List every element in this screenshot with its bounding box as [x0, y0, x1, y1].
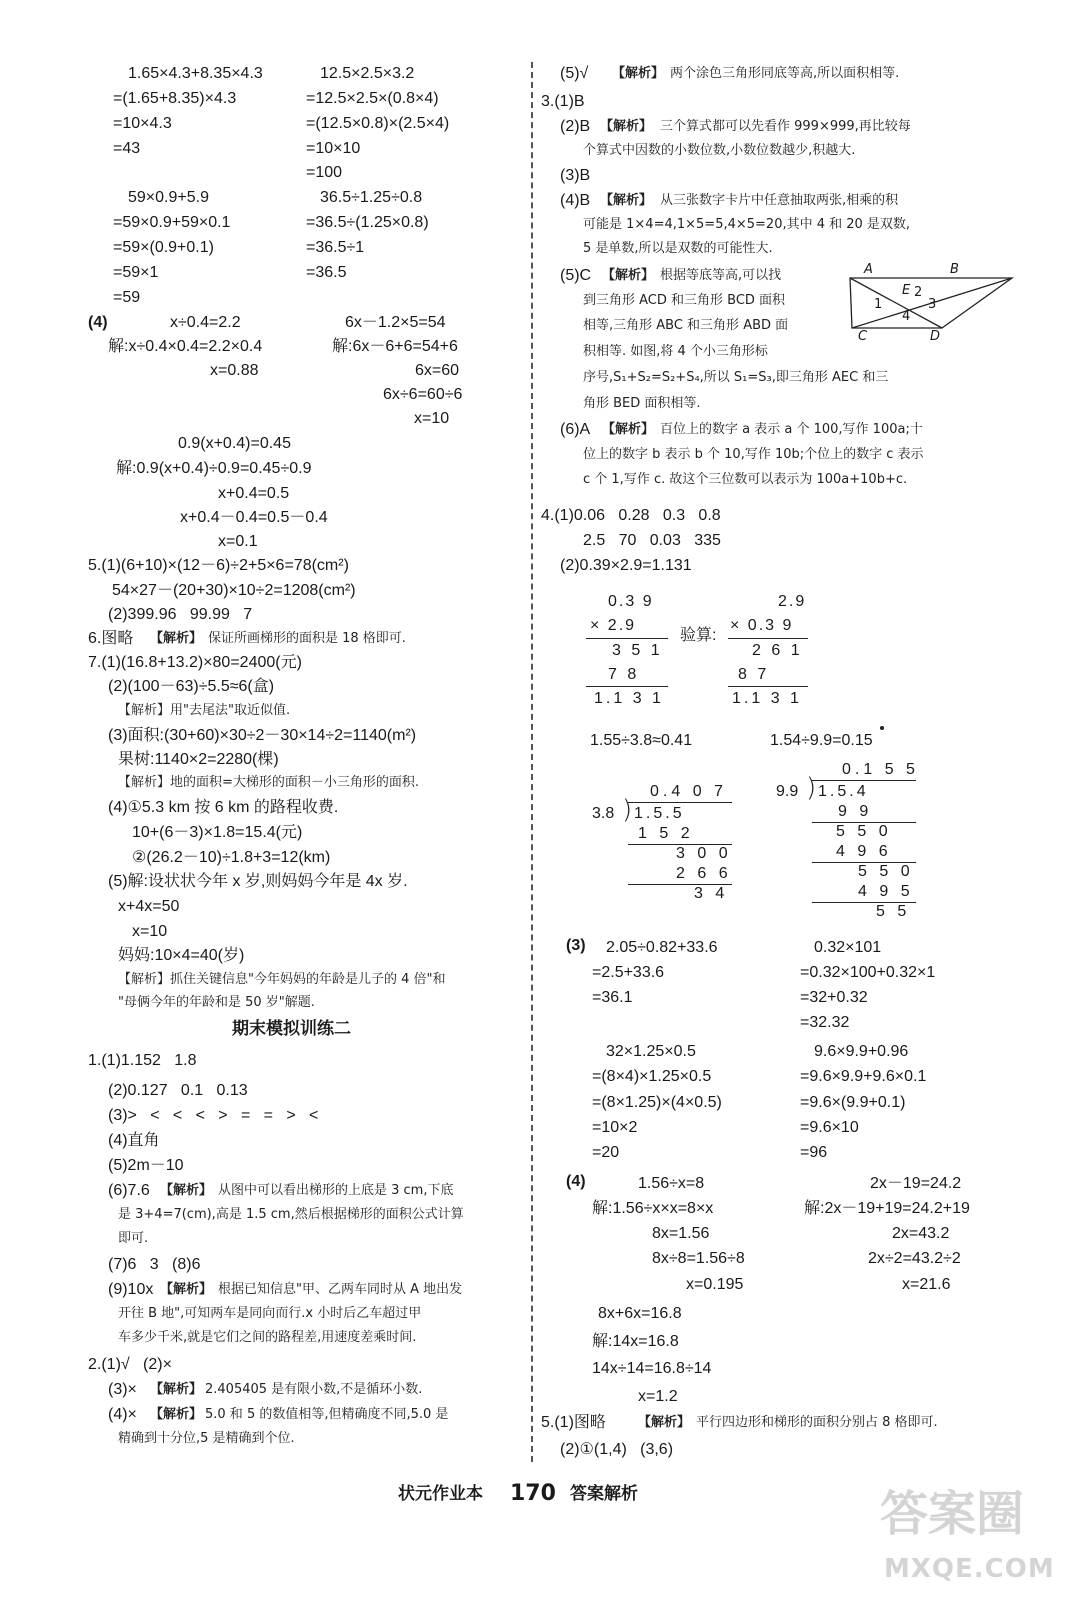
check-label: 验算:	[680, 627, 717, 644]
product: 1.1 3 1	[594, 690, 664, 707]
calc-line: =10×4.3	[113, 115, 172, 132]
step-value: 5 5 0	[858, 863, 914, 880]
answer-line: (6)7.6	[108, 1182, 150, 1199]
calc-line: =12.5×2.5×(0.8×4)	[306, 90, 439, 107]
answer-line: (9)10x	[108, 1281, 154, 1298]
answer-line: ②(26.2－10)÷1.8+3=12(km)	[132, 849, 331, 866]
calc-line: 12.5×2.5×3.2	[320, 65, 415, 82]
calc-line: =36.5	[306, 264, 347, 281]
answer-line: (2)399.96 99.99 7	[108, 606, 253, 623]
question-number: (3)	[566, 937, 586, 954]
analysis-note: 位上的数字 b 表示 b 个 10,写作 10b;个位上的数字 c 表示	[583, 447, 924, 462]
analysis-tag: 【解析】	[600, 119, 653, 134]
footer-section: 答案解析	[570, 1484, 638, 1504]
dividend: 1.5.4	[818, 783, 869, 800]
equation-line: x=0.195	[686, 1276, 744, 1293]
analysis-tag: 【解析】	[150, 1382, 203, 1397]
analysis-note: 两个涂色三角形同底等高,所以面积相等.	[670, 66, 900, 81]
remainder: 3 4	[694, 885, 729, 902]
calc-line: 1.65×4.3+8.35×4.3	[128, 65, 263, 82]
vertex-label-e: E	[902, 283, 911, 298]
equation-line: 2x÷2=43.2÷2	[868, 1250, 961, 1267]
analysis-note: 序号,S₁+S₂=S₂+S₄,所以 S₁=S₃,即三角形 AEC 和三	[583, 370, 889, 385]
calc-line: =(1.65+8.35)×4.3	[113, 90, 237, 107]
multiplicand: 2.9	[778, 593, 807, 610]
dividend: 1.5.5	[634, 805, 685, 822]
division-bar	[628, 802, 732, 803]
analysis-note: 【解析】抓住关键信息"今年妈妈的年龄是儿子的 4 倍"和	[118, 972, 446, 987]
equation-line: 2x－19=24.2	[870, 1175, 962, 1192]
answer-line: (6)A	[560, 421, 591, 438]
analysis-note: 从图中可以看出梯形的上底是 3 cm,下底	[218, 1183, 454, 1198]
equation-line: 解:0.9(x+0.4)÷0.9=0.45÷0.9	[116, 460, 312, 477]
analysis-tag: 【解析】	[150, 1407, 203, 1422]
answer-line: 2.(1)√ (2)×	[88, 1356, 172, 1373]
section-title: 期末模拟训练二	[232, 1019, 351, 1039]
answer-line: (4)①5.3 km 按 6 km 的路程收费.	[108, 799, 339, 816]
repeating-dot	[880, 726, 884, 730]
equation-line: x+0.4=0.5	[218, 485, 290, 502]
step-value: 3 0 0	[676, 845, 732, 862]
step-value: 2 6 6	[676, 865, 732, 882]
equation-line: x=1.2	[638, 1388, 678, 1405]
analysis-note: 百位上的数字 a 表示 a 个 100,写作 100a;十	[660, 422, 923, 437]
analysis-note: 角形 BED 面积相等.	[583, 396, 701, 411]
vertex-label-d: D	[930, 329, 941, 344]
answer-line: 54×27－(20+30)×10÷2=1208(cm²)	[112, 582, 356, 599]
equation-line: 解:x÷0.4×0.4=2.2×0.4	[108, 338, 263, 355]
vertex-label-b: B	[950, 262, 959, 277]
calc-line: =43	[113, 140, 141, 157]
answer-line: x=10	[132, 923, 168, 940]
analysis-note: 可能是 1×4=4,1×5=5,4×5=20,其中 4 和 20 是双数,	[583, 217, 911, 232]
answer-line: 果树:1140×2=2280(棵)	[118, 751, 279, 768]
watermark-text: 答案圈	[880, 1486, 1025, 1542]
analysis-note: 5 是单数,所以是双数的可能性大.	[583, 241, 773, 256]
analysis-tag: 【解析】	[638, 1415, 691, 1430]
answer-line: 10+(6－3)×1.8=15.4(元)	[132, 824, 303, 841]
equation-line: 8x+6x=16.8	[598, 1305, 682, 1322]
question-number: (4)	[88, 314, 108, 331]
equation-line: 6x÷6=60÷6	[383, 386, 463, 403]
analysis-note: c 个 1,写作 c. 故这个三位数可以表示为 100a+10b+c.	[583, 472, 908, 487]
analysis-tag: 【解析】	[150, 631, 203, 646]
region-label: 1	[874, 297, 883, 312]
answer-line: 5.(1)图略	[541, 1414, 606, 1431]
equation-line: 1.56÷x=8	[638, 1175, 705, 1192]
rule-line	[586, 638, 668, 639]
calc-line: =59×(0.9+0.1)	[113, 239, 214, 256]
analysis-note: "母俩今年的年龄和是 50 岁"解题.	[118, 995, 315, 1010]
column-divider	[531, 62, 533, 1462]
calc-line: =32+0.32	[800, 989, 868, 1006]
analysis-tag: 【解析】	[160, 1282, 213, 1297]
analysis-note: 根据等底等高,可以找	[660, 268, 782, 283]
answer-line: (2)B	[560, 118, 591, 135]
answer-line: (3)B	[560, 167, 591, 184]
answer-line: 1.(1)1.152 1.8	[88, 1052, 197, 1069]
trapezoid-figure	[842, 262, 1014, 344]
answer-line: (3)> < < < > = = > <	[108, 1107, 319, 1124]
division-bracket: )	[806, 773, 817, 803]
step-value: 1 5 2	[638, 825, 694, 842]
analysis-note: 个算式中因数的小数位数,小数位数越少,积越大.	[583, 143, 856, 158]
answer-line: (2)①(1,4) (3,6)	[560, 1441, 674, 1458]
answer-line: 1.54÷9.9=0.15	[770, 732, 873, 749]
answer-line: (4)B	[560, 192, 591, 209]
calc-line: =36.1	[592, 989, 633, 1006]
calc-line: =100	[306, 164, 343, 181]
equation-line: 解:2x－19+19=24.2+19	[804, 1200, 970, 1217]
calc-line: 9.6×9.9+0.96	[814, 1043, 909, 1060]
answer-line: (2)(100－63)÷5.5≈6(盒)	[108, 678, 275, 695]
analysis-note: 到三角形 ACD 和三角形 BCD 面积	[583, 293, 786, 308]
analysis-tag: 【解析】	[600, 193, 653, 208]
equation-line: 解:14x=16.8	[592, 1333, 679, 1350]
answer-line: (7)6 3 (8)6	[108, 1256, 201, 1273]
rule-line	[586, 686, 668, 687]
region-label: 4	[902, 309, 911, 324]
calc-line: =(12.5×0.8)×(2.5×4)	[306, 115, 450, 132]
calc-line: =9.6×9.9+9.6×0.1	[800, 1068, 927, 1085]
division-bracket: )	[622, 795, 633, 825]
equation-line: x=0.1	[218, 533, 258, 550]
vertex-label-a: A	[864, 262, 873, 277]
equation-line: x÷0.4=2.2	[170, 314, 241, 331]
equation-line: 8x÷8=1.56÷8	[652, 1250, 745, 1267]
analysis-note: 相等,三角形 ABC 和三角形 ABD 面	[583, 318, 789, 333]
equation-line: 2x=43.2	[892, 1225, 950, 1242]
calc-line: =9.6×10	[800, 1119, 859, 1136]
calc-line: =9.6×(9.9+0.1)	[800, 1094, 906, 1111]
quotient: 0.1 5 5	[842, 761, 919, 778]
watermark-logo	[878, 1486, 1056, 1590]
analysis-note: 【解析】用"去尾法"取近似值.	[118, 703, 291, 718]
equation-line: 解:1.56÷x×x=8×x	[592, 1200, 714, 1217]
equation-line: 0.9(x+0.4)=0.45	[178, 435, 291, 452]
calc-line: =36.5÷1	[306, 239, 365, 256]
divisor: 3.8	[592, 805, 615, 822]
divisor: 9.9	[776, 783, 799, 800]
equation-line: x=0.88	[210, 362, 259, 379]
equation-line: x=21.6	[902, 1276, 951, 1293]
analysis-note: 2.405405 是有限小数,不是循环小数.	[205, 1382, 423, 1397]
step-value: 4 9 5	[858, 883, 914, 900]
calc-line: 36.5÷1.25÷0.8	[320, 189, 423, 206]
calc-line: =0.32×100+0.32×1	[800, 964, 936, 981]
answer-line: 2.5 70 0.03 335	[583, 532, 721, 549]
analysis-note: 积相等. 如图,将 4 个小三角形标	[583, 344, 768, 359]
watermark-url: MXQE.COM	[884, 1554, 1055, 1584]
region-label: 3	[928, 297, 937, 312]
calc-line: 32×1.25×0.5	[606, 1043, 696, 1060]
analysis-note: 保证所画梯形的面积是 18 格即可.	[208, 631, 406, 646]
calc-line: =32.32	[800, 1014, 850, 1031]
calc-line: =96	[800, 1144, 828, 1161]
calc-line: =10×10	[306, 140, 361, 157]
analysis-note: 根据已知信息"甲、乙两车同时从 A 地出发	[218, 1282, 463, 1297]
equation-line: 解:6x－6+6=54+6	[332, 338, 458, 355]
step-value: 5 5 0	[836, 823, 892, 840]
analysis-note: 精确到十分位,5 是精确到个位.	[118, 1431, 295, 1446]
step-value: 4 9 6	[836, 843, 892, 860]
answer-line: (5)2m－10	[108, 1157, 184, 1174]
partial-product: 7 8	[608, 666, 640, 683]
analysis-note: 5.0 和 5 的数值相等,但精确度不同,5.0 是	[205, 1407, 449, 1422]
answer-line: (2)0.39×2.9=1.131	[560, 557, 692, 574]
answer-line: 3.(1)B	[541, 93, 585, 110]
calc-line: =2.5+33.6	[592, 964, 665, 981]
quotient: 0.4 0 7	[650, 783, 727, 800]
partial-product: 3 5 1	[612, 642, 663, 659]
analysis-note: 是 3+4=7(cm),高是 1.5 cm,然后根据梯形的面积公式计算	[118, 1207, 464, 1222]
answer-line: x+4x=50	[118, 898, 180, 915]
answer-line: 6.图略	[88, 630, 134, 647]
rule-line	[728, 686, 808, 687]
calc-line: 0.32×101	[814, 939, 882, 956]
analysis-note: 即可.	[118, 1231, 149, 1246]
analysis-note: 三个算式都可以先看作 999×999,再比较每	[660, 119, 911, 134]
partial-product: 8 7	[738, 666, 770, 683]
analysis-note: 【解析】地的面积=大梯形的面积－小三角形的面积.	[118, 775, 420, 790]
calc-line: 59×0.9+5.9	[128, 189, 209, 206]
multiplicand: 0.3 9	[608, 593, 654, 610]
answer-line: (4)直角	[108, 1132, 160, 1149]
division-bar	[812, 780, 916, 781]
calc-line: =59×0.9+59×0.1	[113, 214, 231, 231]
analysis-tag: 【解析】	[160, 1183, 213, 1198]
calc-line: =10×2	[592, 1119, 638, 1136]
answer-line: 5.(1)(6+10)×(12－6)÷2+5×6=78(cm²)	[88, 557, 349, 574]
remainder: 5 5	[876, 903, 911, 920]
answer-line: (2)0.127 0.1 0.13	[108, 1082, 248, 1099]
answer-line: (5)C	[560, 267, 592, 284]
product: 1.1 3 1	[732, 690, 802, 707]
vertex-label-c: C	[858, 329, 868, 344]
answer-line: (3)面积:(30+60)×30÷2－30×14÷2=1140(m²)	[108, 727, 417, 744]
footer-brand: 状元作业本	[398, 1484, 483, 1504]
calc-line: =59×1	[113, 264, 159, 281]
answer-line: (3)×	[108, 1381, 137, 1398]
equation-line: 6x=60	[415, 362, 460, 379]
multiplier: × 2.9	[590, 617, 637, 634]
equation-line: 6x－1.2×5=54	[345, 314, 446, 331]
answer-line: 1.55÷3.8≈0.41	[590, 732, 693, 749]
analysis-note: 车多少千米,就是它们之间的路程差,用速度差乘时间.	[118, 1330, 417, 1345]
calc-line: =59	[113, 289, 141, 306]
partial-product: 2 6 1	[752, 642, 803, 659]
answer-line: (5)解:设状状今年 x 岁,则妈妈今年是 4x 岁.	[108, 873, 408, 890]
step-value: 9 9	[838, 803, 873, 820]
page-number: 170	[510, 1481, 556, 1506]
equation-line: 8x=1.56	[652, 1225, 710, 1242]
equation-line: x+0.4－0.4=0.5－0.4	[180, 509, 328, 526]
region-label: 2	[914, 285, 923, 300]
calc-line: =(8×1.25)×(4×0.5)	[592, 1094, 722, 1111]
analysis-tag: 【解析】	[612, 66, 665, 81]
answer-line: 妈妈:10×4=40(岁)	[118, 947, 245, 964]
calc-line: =20	[592, 1144, 620, 1161]
analysis-note: 从三张数字卡片中任意抽取两张,相乘的积	[660, 193, 899, 208]
calc-line: 2.05÷0.82+33.6	[606, 939, 718, 956]
answer-line: (5)√	[560, 65, 589, 82]
calc-line: =(8×4)×1.25×0.5	[592, 1068, 712, 1085]
answer-line: 4.(1)0.06 0.28 0.3 0.8	[541, 507, 721, 524]
analysis-note: 平行四边形和梯形的面积分别占 8 格即可.	[696, 1415, 938, 1430]
analysis-tag: 【解析】	[602, 268, 655, 283]
multiplier: × 0.3 9	[730, 617, 794, 634]
calc-line: =36.5÷(1.25×0.8)	[306, 214, 429, 231]
equation-line: x=10	[414, 410, 450, 427]
analysis-note: 开往 B 地",可知两车是同向而行.x 小时后乙车超过甲	[118, 1306, 422, 1321]
rule-line	[728, 638, 808, 639]
analysis-tag: 【解析】	[602, 422, 655, 437]
answer-line: (4)×	[108, 1406, 137, 1423]
equation-line: 14x÷14=16.8÷14	[592, 1360, 712, 1377]
question-number: (4)	[566, 1173, 586, 1190]
answer-line: 7.(1)(16.8+13.2)×80=2400(元)	[88, 654, 302, 671]
